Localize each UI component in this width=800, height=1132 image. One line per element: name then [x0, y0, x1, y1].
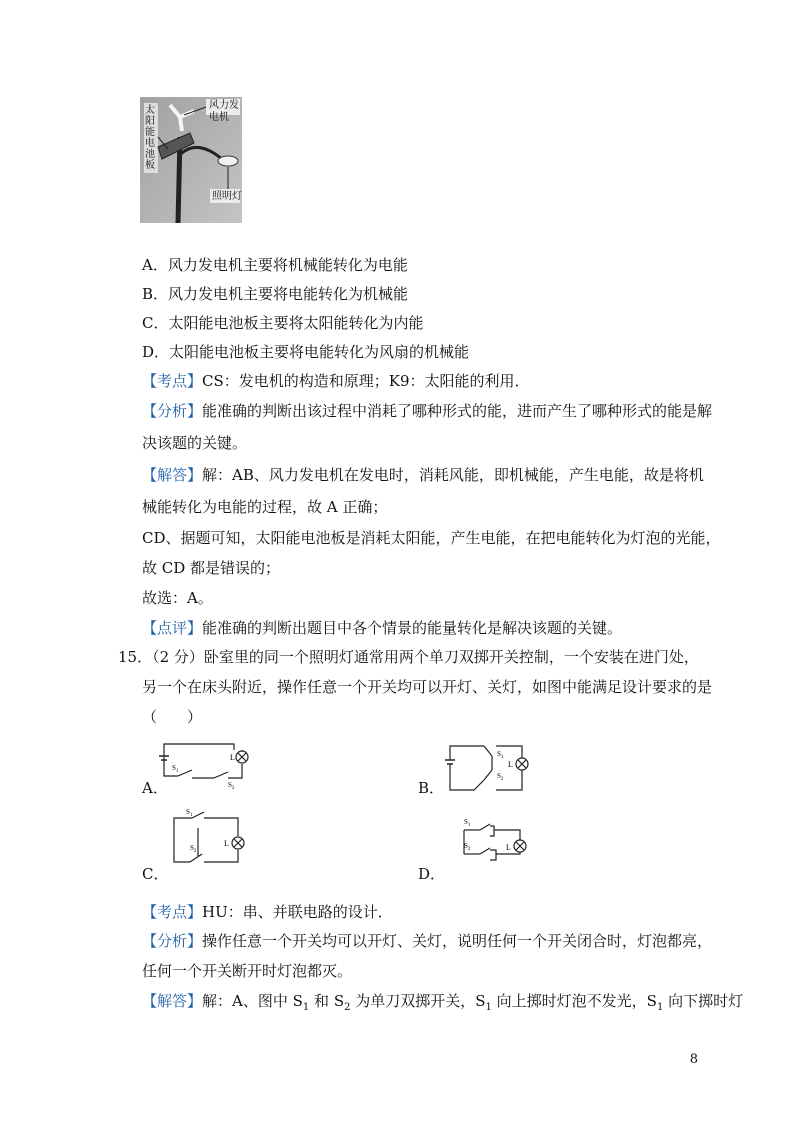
q15-kaodian: [142, 902, 393, 922]
q15-option-d-label: D．: [418, 865, 446, 883]
q15-jieda: 【解答】解：A、图中 $S_1$ 和 $S_2$ 为单刀双掷开关，$S_1$ 向上掷时灯泡不发光，$S_1$ 向下掷时灯: [142, 992, 744, 1013]
figure-label-lamp: 照明灯: [212, 191, 242, 202]
q15-number: 15．: [118, 648, 153, 666]
jieda-tag: 【解答】: [142, 992, 203, 1010]
svg-text:L: L: [508, 760, 513, 769]
q14-option-d: D．太阳能电池板主要将电能转化为风扇的机械能: [142, 343, 470, 361]
svg-text:S1: $S_1$: [172, 764, 179, 774]
fenxi-text: 操作任意一个开关均可以开灯、关灯，说明任何一个开关闭合时，灯泡都亮，: [202, 932, 713, 950]
kaodian-text: HU：串、并联电路的设计．: [202, 903, 393, 921]
q14-jieda-3: CD、据题可知，太阳能电池板是消耗太阳能，产生电能，在把电能转化为灯泡的光能，: [142, 529, 721, 547]
q15-fenxi: [142, 931, 712, 951]
svg-text:L: L: [506, 843, 511, 852]
svg-text:S2: $S_2$: [464, 842, 471, 852]
circuit-diagram-c: [168, 806, 250, 868]
jieda-text: 解：AB、风力发电机在发电时，消耗风能，即机械能，产生电能，故是将机: [202, 466, 704, 484]
q14-jieda-2: 械能转化为电能的过程，故 A 正确；: [142, 498, 388, 516]
q15-option-b-label: B．: [418, 779, 445, 797]
dianping-text: 能准确的判断出题目中各个情景的能量转化是解决该题的关键。: [202, 619, 623, 637]
svg-text:S1: $S_1$: [497, 750, 504, 760]
svg-text:L: L: [224, 839, 229, 848]
q14-option-a: A．风力发电机主要将机械能转化为电能: [142, 256, 408, 274]
q14-jieda: [142, 465, 704, 485]
q14-option-c: C．太阳能电池板主要将太阳能转化为内能: [142, 314, 424, 332]
fenxi-text: 能准确的判断出该过程中消耗了哪种形式的能，进而产生了哪种形式的能是解: [202, 402, 713, 420]
svg-text:S1: $S_1$: [464, 818, 471, 828]
solar-wind-streetlight-photo: [140, 97, 242, 223]
circuit-diagram-a: [158, 738, 254, 791]
q14-jieda-5: 故选：A。: [142, 589, 213, 607]
dianping-tag: 【点评】: [142, 619, 203, 637]
circuit-diagram-d: [460, 814, 532, 870]
kaodian-tag: 【考点】: [142, 903, 203, 921]
svg-text:S2: $S_2$: [497, 772, 504, 782]
q15-fenxi-cont: 任何一个开关断开时灯泡都灭。: [142, 962, 353, 980]
q15-stem-2: 另一个在床头附近，操作任意一个开关均可以开灯、关灯，如图中能满足设计要求的是: [142, 678, 713, 696]
svg-text:S2: $S_2$: [190, 844, 197, 854]
svg-text:S2: $S_2$: [228, 781, 235, 791]
q15-stem-1: [118, 647, 699, 667]
q15-option-c-label: C．: [142, 865, 169, 883]
fenxi-tag: 【分析】: [142, 932, 203, 950]
kaodian-text: CS：发电机的构造和原理；K9：太阳能的利用．: [202, 372, 530, 390]
q15-stem-3: （ ）: [142, 708, 203, 726]
q14-jieda-4: 故 CD 都是错误的；: [142, 559, 281, 577]
q14-kaodian: [142, 371, 530, 391]
fenxi-tag: 【分析】: [142, 402, 203, 420]
q14-dianping: [142, 618, 622, 638]
svg-text:L: L: [230, 753, 235, 762]
figure-label-solar-panel: 太阳能电池板: [145, 105, 155, 171]
q14-fenxi-cont: 决该题的关键。: [142, 434, 248, 452]
jieda-tag: 【解答】: [142, 466, 203, 484]
q15-option-a-label: A．: [142, 779, 168, 797]
q14-fenxi: [142, 401, 712, 421]
circuit-diagram-b: [444, 740, 530, 796]
figure-label-wind-generator: 风力发电机: [209, 100, 239, 123]
kaodian-tag: 【考点】: [142, 372, 203, 390]
q15-stem-text: （2 分）卧室里的同一个照明灯通常用两个单刀双掷开关控制，一个安装在进门处，: [152, 648, 699, 666]
page-number: 8: [689, 1052, 698, 1067]
svg-text:S1: $S_1$: [186, 808, 193, 818]
q14-option-b: B．风力发电机主要将电能转化为机械能: [142, 285, 409, 303]
